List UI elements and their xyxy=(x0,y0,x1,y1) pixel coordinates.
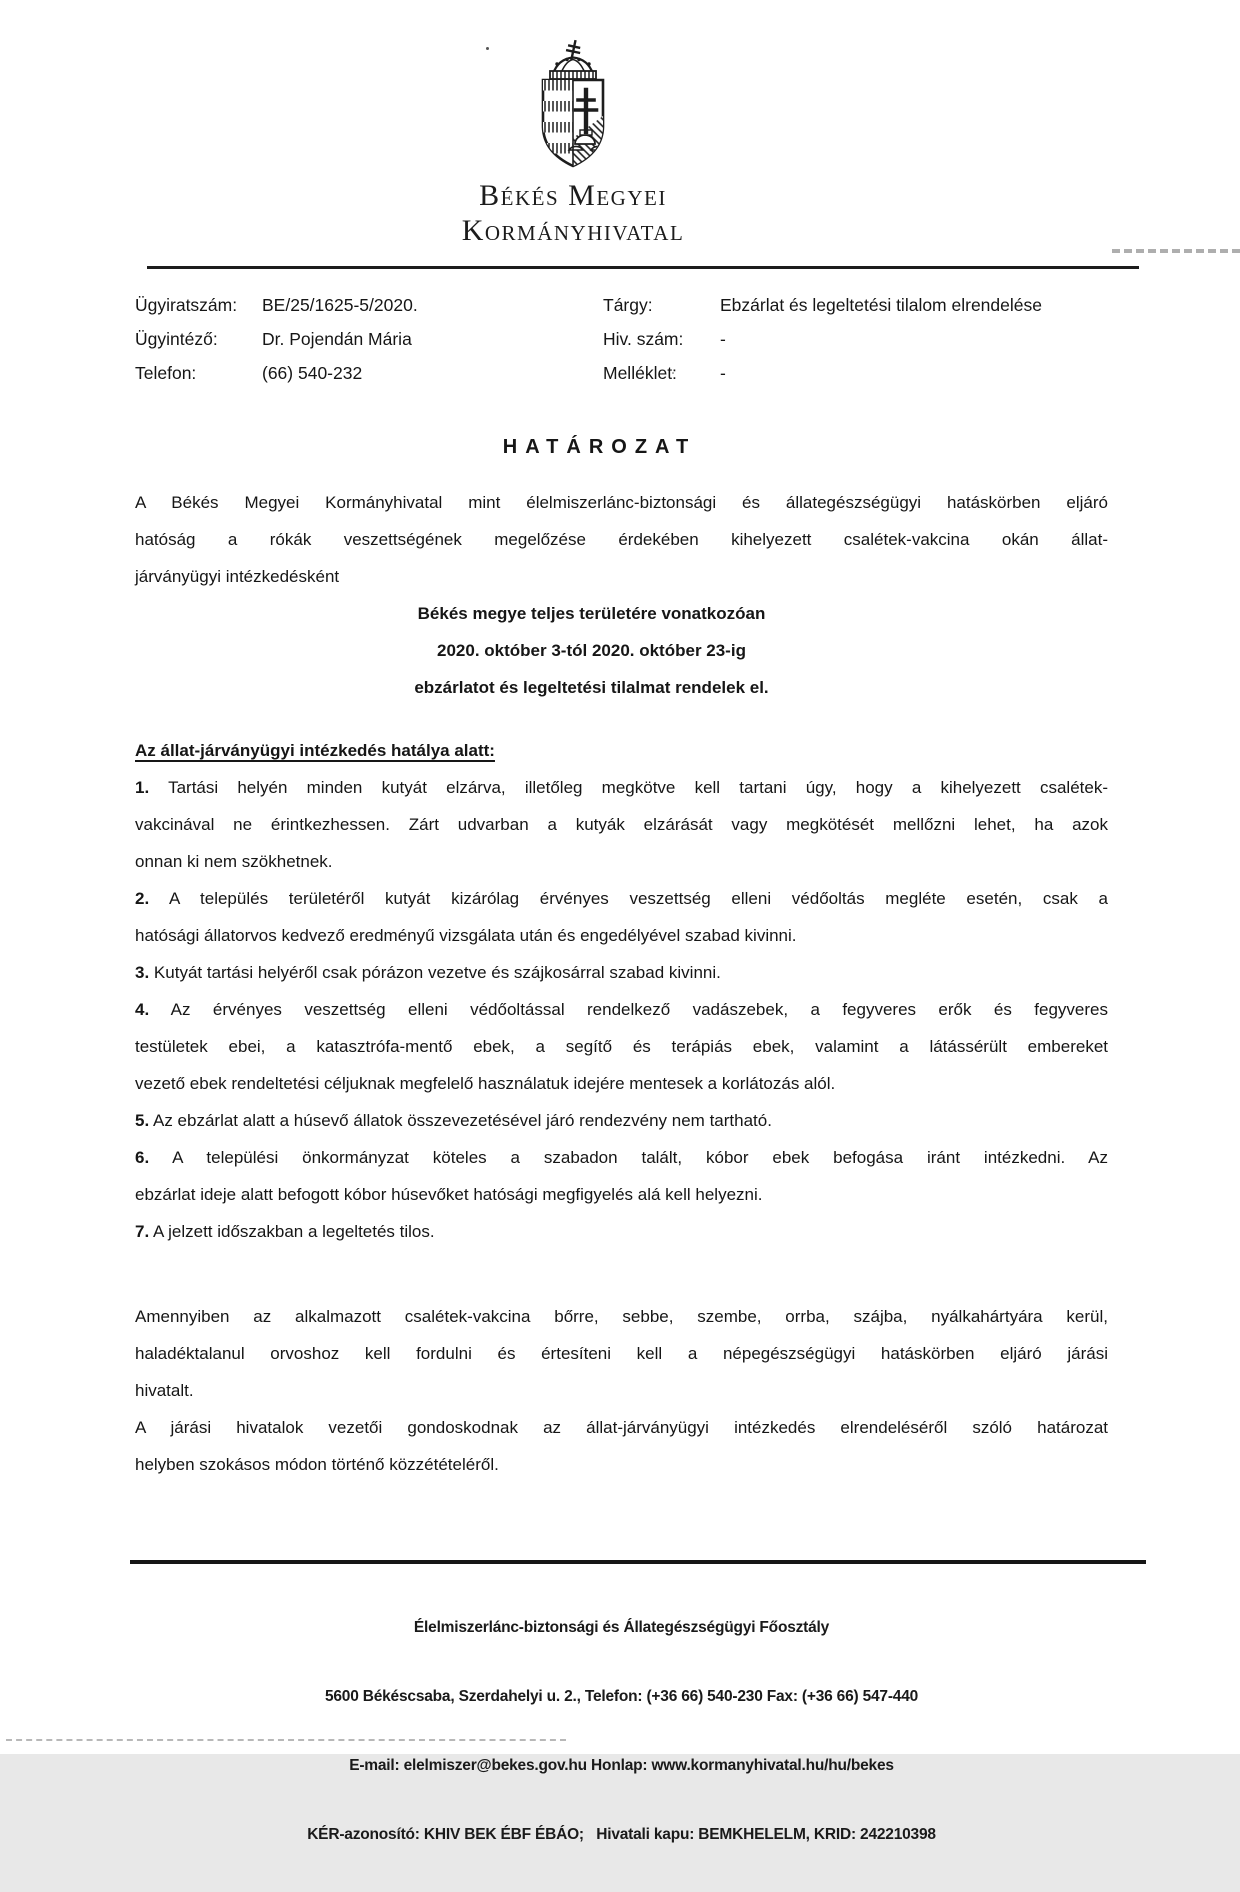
meta-label: Ügyintéző: xyxy=(135,329,218,349)
meta-label: Hiv. szám: xyxy=(603,329,684,349)
document-body xyxy=(135,484,1108,1483)
meta-label: Tárgy: xyxy=(603,295,653,315)
meta-row xyxy=(135,288,418,322)
list-item: 4. Az érvényes veszettség elleni védőoltással rendelkező vadászebek, a fegyveres erők és fegyveres testületek ebei, a katasztrófa-mentő ebek, a segítő és terápiás ebek, valamint a látássérült embereket vezető ebek rendeltetési céljuknak megfelelő használatuk idejére mentesek a korlátozás alól. xyxy=(135,1000,1108,1093)
footer-email-web: E-mail: elelmiszer@bekes.gov.hu Honlap: www.kormanyhivatal.hu/hu/bekes xyxy=(349,1757,894,1774)
item-number: 7. xyxy=(135,1222,150,1241)
list-item: 3. Kutyát tartási helyéről csak pórázon vezetve és szájkosárral szabad kivinni. xyxy=(135,963,721,982)
scan-artifact xyxy=(6,1739,566,1741)
org-name-line1: Békés Megyei xyxy=(479,179,667,212)
org-name-line2: Kormányhivatal xyxy=(461,214,685,247)
meta-value: Ebzárlat és legeltetési tilalom elrendelése xyxy=(720,295,1042,315)
meta-label: Melléklet: xyxy=(603,363,677,383)
item-number: 3. xyxy=(135,963,150,982)
meta-value: - xyxy=(720,329,726,349)
meta-value: BE/25/1625-5/2020. xyxy=(262,295,418,315)
proclamation: Békés megye teljes területére vonatkozóan 2020. október 3-tól 2020. október 23-ig ebzárlatot és legeltetési tilalmat rendelek el. xyxy=(414,604,769,697)
meta-value: - xyxy=(720,363,726,383)
item-number: 4. xyxy=(135,1000,150,1019)
org-wordmark xyxy=(0,178,1146,248)
meta-label: Telefon: xyxy=(135,363,197,383)
footer-address-phone: 5600 Békéscsaba, Szerdahelyi u. 2., Telefon: (+36 66) 540-230 Fax: (+36 66) 547-440 xyxy=(324,1688,919,1705)
meta-row xyxy=(135,322,418,356)
header-divider xyxy=(147,266,1139,269)
meta-right-column xyxy=(603,288,1042,390)
hungarian-coat-of-arms-icon xyxy=(527,40,619,172)
meta-row xyxy=(603,322,1042,356)
list-item: 6. A települési önkormányzat köteles a szabadon talált, kóbor ebek befogása iránt intézkedni. Az ebzárlat ideje alatt befogott kóbor húsevőket hatósági megfigyelés alá kell helyezni. xyxy=(135,1148,1108,1204)
list-item: 7. A jelzett időszakban a legeltetés tilos. xyxy=(135,1222,435,1241)
item-number: 2. xyxy=(135,889,150,908)
meta-value: Dr. Pojendán Mária xyxy=(262,329,412,349)
footer-department: Élelmiszerlánc-biztonsági és Állategészségügyi Főosztály xyxy=(413,1619,830,1636)
scan-artifact xyxy=(1112,249,1240,253)
meta-value: (66) 540-232 xyxy=(262,363,363,383)
vaccine-contact-paragraph: Amennyiben az alkalmazott csalétek-vakcina bőrre, sebbe, szembe, orrba, szájba, nyálkahártyára kerül, haladéktalanul orvoshoz kell fordulni és értesíteni kell a népegészségügyi hatáskörben eljáró járási hivatalt. xyxy=(135,1307,1108,1400)
item-number: 5. xyxy=(135,1111,150,1130)
document-title: HATÁROZAT xyxy=(502,436,697,458)
list-item: 1. Tartási helyén minden kutyát elzárva, illetőleg megkötve kell tartani úgy, hogy a kihelyezett csalétek- vakcinával ne érintkezhessen. Zárt udvarban a kutyák elzárását vagy megkötését mellőzni lehet, ha azok onnan ki nem szökhetnek. xyxy=(135,778,1109,871)
item-number: 6. xyxy=(135,1148,150,1167)
footer-block xyxy=(135,1570,1108,1892)
footer-ker-id: KÉR-azonosító: KHIV BEK ÉBF ÉBÁO; Hivatali kapu: BEMKHELELM, KRID: 242210398 xyxy=(307,1826,936,1843)
scan-speck xyxy=(486,47,489,50)
list-item: 5. Az ebzárlat alatt a húsevő állatok összevezetésével járó rendezvény nem tartható. xyxy=(135,1111,772,1130)
meta-row xyxy=(603,288,1042,322)
item-number: 1. xyxy=(135,778,150,797)
meta-row xyxy=(603,356,1042,390)
section-heading: Az állat-járványügyi intézkedés hatálya alatt: xyxy=(135,741,495,760)
intro-paragraph: A Békés Megyei Kormányhivatal mint élelmiszerlánc-biztonsági és állategészségügyi hatáskörben eljáró hatóság a rókák veszettségének megelőzése érdekében kihelyezett csalétek-vakcina okán állat- járványügyi intézkedésként xyxy=(135,493,1108,586)
publication-paragraph: A járási hivatalok vezetői gondoskodnak az állat-járványügyi intézkedés elrendeléséről szóló határozat helyben szokásos módon történő közzétételéről. xyxy=(135,1418,1108,1474)
list-item: 2. A település területéről kutyát kizárólag érvényes veszettség elleni védőoltás megléte esetén, csak a hatósági állatorvos kedvező eredményű vizsgálata után és engedélyével szabad kivinni. xyxy=(135,889,1108,945)
meta-left-column xyxy=(135,288,418,390)
footer-divider xyxy=(130,1560,1146,1564)
meta-label: Ügyiratszám: xyxy=(135,295,238,315)
meta-row xyxy=(135,356,418,390)
